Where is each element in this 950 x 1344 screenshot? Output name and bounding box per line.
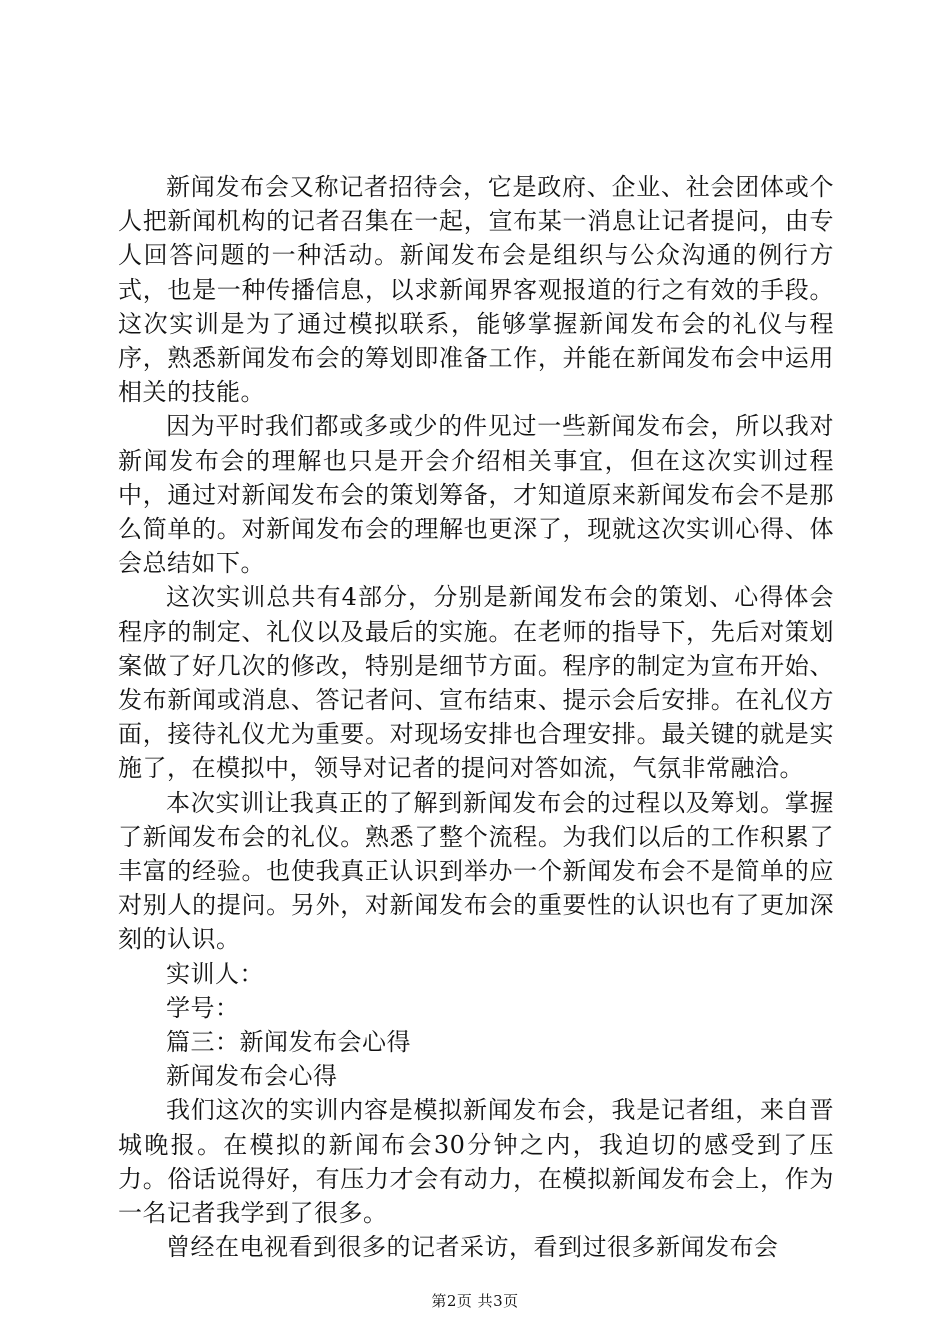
page-footer: 第2页 共3页 xyxy=(431,1292,519,1310)
paragraph: 因为平时我们都或多或少的件见过一些新闻发布会，所以我对新闻发布会的理解也只是开会介绍相关事宜，但在这次实训过程中，通过对新闻发布会的策划筹备，才知道原来新闻发布会不是那么简单的。对新闻发布会的理解也更深了，现就这次实训心得、体会总结如下。 xyxy=(118,412,834,578)
paragraph: 这次实训总共有4部分，分别是新闻发布会的策划、心得体会程序的制定、礼仪以及最后的实施。在老师的指导下，先后对策划案做了好几次的修改，特别是细节方面。程序的制定为宣布开始、发布新闻或消息、答记者问、宣布结束、提示会后安排。在礼仪方面，接待礼仪尤为重要。对现场安排也合理安排。最关键的就是实施了，在模拟中，领导对记者的提问对答如流，气氛非常融洽。 xyxy=(118,583,834,783)
paragraph: 曾经在电视看到很多的记者采访，看到过很多新闻发布会 xyxy=(166,1233,779,1262)
paragraph: 我们这次的实训内容是模拟新闻发布会，我是记者组，来自晋城晚报。在模拟的新闻布会30分钟之内，我迫切的感受到了压力。俗话说得好，有压力才会有动力，在模拟新闻发布会上，作为一名记者我学到了很多。 xyxy=(118,1096,834,1228)
paragraph: 新闻发布会又称记者招待会，它是政府、企业、社会团体或个人把新闻机构的记者召集在一起，宣布某一消息让记者提问，由专人回答问题的一种活动。新闻发布会是组织与公众沟通的例行方式，也是一种传播信息，以求新闻界客观报道的行之有效的手段。这次实训是为了通过模拟联系，能够掌握新闻发布会的礼仪与程序，熟悉新闻发布会的筹划即准备工作，并能在新闻发布会中运用相关的技能。 xyxy=(118,173,834,407)
student-id-label: 学号： xyxy=(166,993,240,1022)
section-heading: 篇三：新闻发布会心得 xyxy=(166,1028,411,1057)
section-title: 新闻发布会心得 xyxy=(166,1062,338,1091)
document-body xyxy=(118,170,834,1265)
paragraph: 本次实训让我真正的了解到新闻发布会的过程以及筹划。掌握了新闻发布会的礼仪。熟悉了整个流程。为我们以后的工作积累了丰富的经验。也使我真正认识到举办一个新闻发布会不是简单的应对别人的提问。另外，对新闻发布会的重要性的认识也有了更加深刻的认识。 xyxy=(118,788,834,954)
trainee-label: 实训人： xyxy=(166,959,264,988)
